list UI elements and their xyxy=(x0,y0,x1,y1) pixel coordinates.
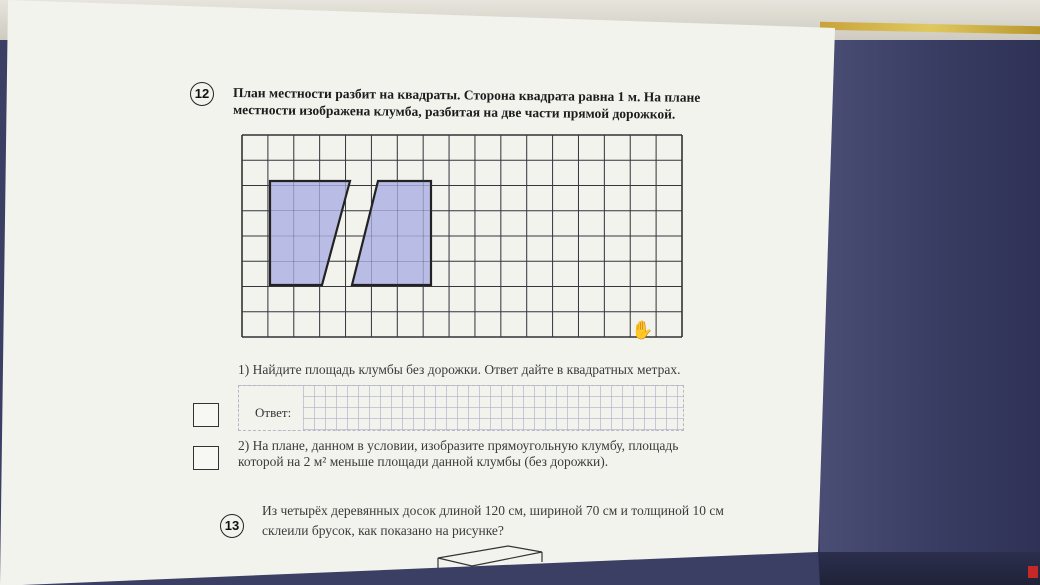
task12-part2-line2: которой на 2 м² меньше площади данной клумбы (без дорожки). xyxy=(238,454,609,469)
flowerbed-left-part xyxy=(270,181,350,285)
part2-checkbox[interactable] xyxy=(193,446,219,470)
background-desk xyxy=(820,0,1040,585)
plan-grid xyxy=(240,133,685,341)
hand-cursor-icon: ✋ xyxy=(631,320,654,340)
task12-part1: 1) Найдите площадь клумбы без дорожки. Ответ дайте в квадратных метрах. xyxy=(238,362,681,377)
grid-overlay xyxy=(242,135,682,340)
flowerbed-right-part xyxy=(352,181,431,285)
red-indicator xyxy=(1028,566,1038,578)
task12-number: 12 xyxy=(190,82,214,106)
task13-number: 13 xyxy=(220,514,244,538)
board-drawing xyxy=(430,540,550,572)
part1-checkbox[interactable] xyxy=(193,403,219,427)
task13-text-line1: Из четырёх деревянных досок длиной 120 см, шириной 70 см и толщиной 10 см xyxy=(262,503,724,518)
answer-label: Ответ: xyxy=(255,405,292,420)
task13-text-line2: склеили брусок, как показано на рисунке? xyxy=(262,523,504,538)
task12-text-line2: местности изображена клумба, разбитая на две части прямой дорожкой. xyxy=(232,102,676,122)
task12-text-line1: План местности разбит на квадраты. Сторона квадрата равна 1 м. На плане xyxy=(232,85,701,105)
task12-part2-line1: 2) На плане, данном в условии, изобразите прямоугольную клумбу, площадь xyxy=(238,438,679,453)
answer-field[interactable] xyxy=(238,385,684,431)
